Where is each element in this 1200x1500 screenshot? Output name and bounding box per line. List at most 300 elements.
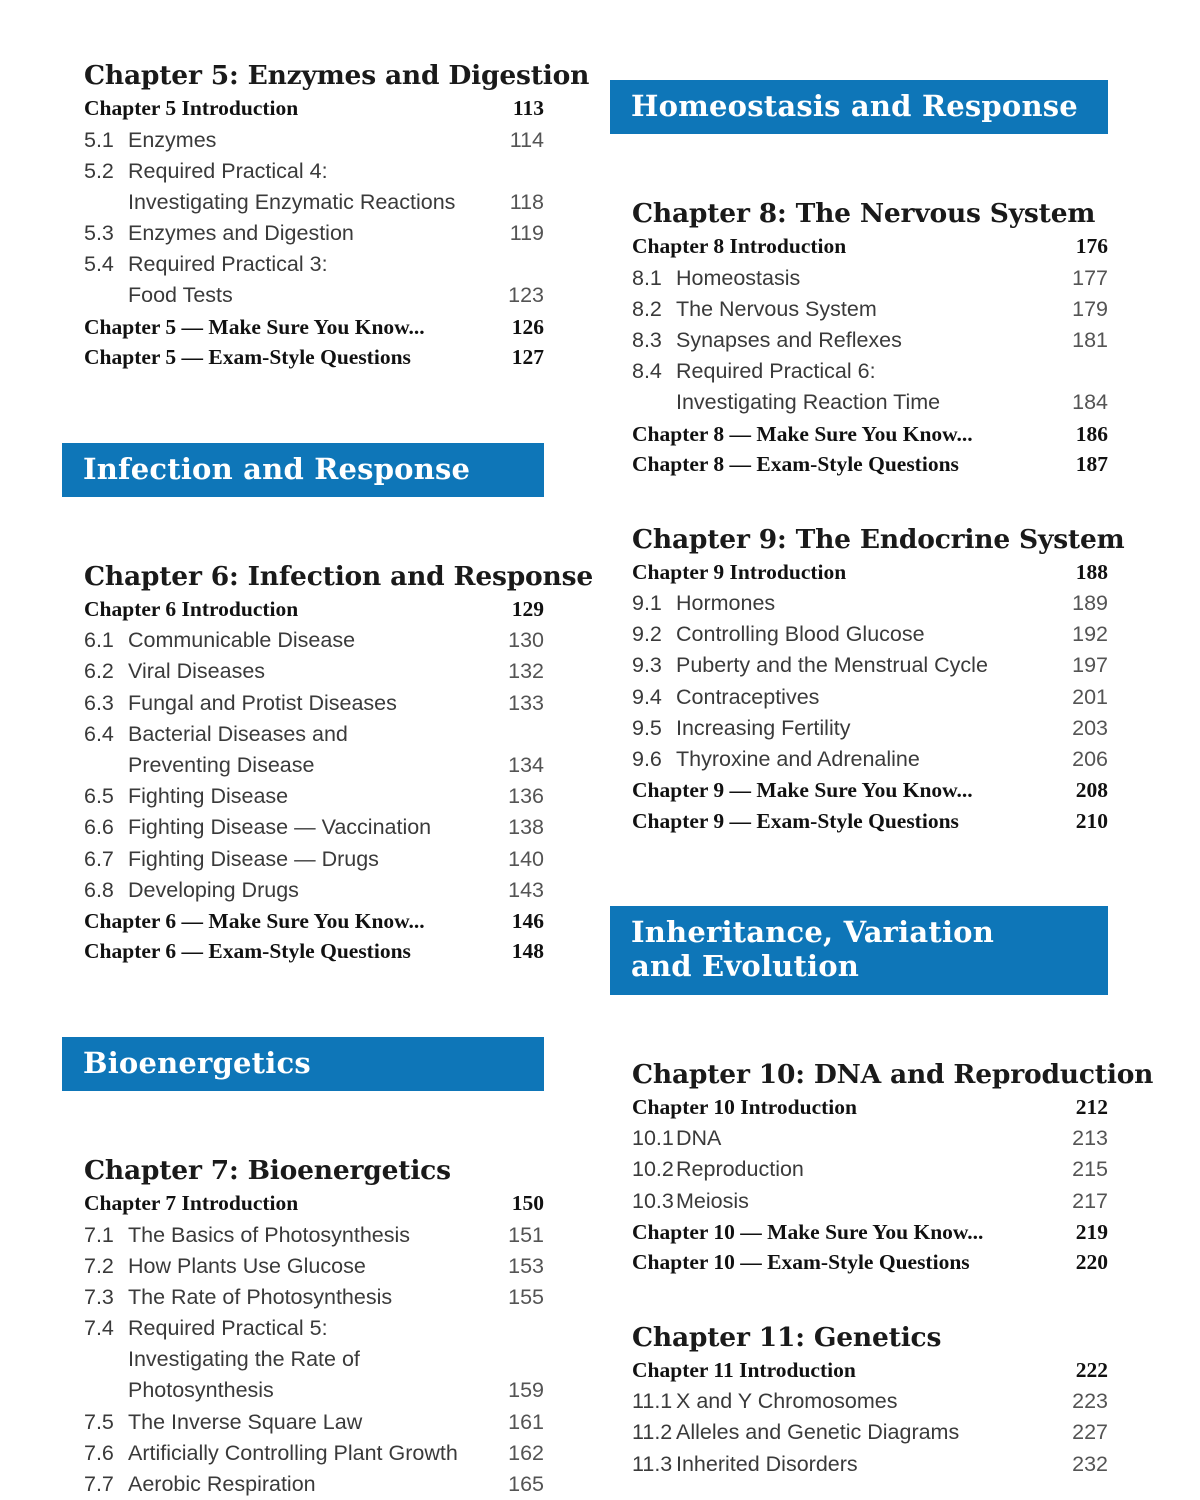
toc-entry-number: 11.1 (632, 1389, 673, 1414)
toc-entry-text-line1: Hormones (676, 591, 776, 616)
toc-entry-text-line1: Chapter 9 — Make Sure You Know... (632, 778, 973, 803)
toc-entry-page-number: 222 (1075, 1357, 1108, 1382)
toc-entry-text (128, 1251, 490, 1282)
toc-entry[interactable] (610, 1154, 1108, 1185)
toc-entry[interactable] (62, 125, 544, 156)
block-spacer (62, 967, 544, 1037)
toc-entry[interactable] (62, 625, 544, 656)
toc-entry[interactable] (610, 744, 1108, 775)
toc-entry-text-line1: Thyroxine and Adrenaline (676, 747, 920, 771)
toc-entry-text (632, 1092, 1054, 1123)
toc-entry[interactable] (62, 342, 544, 373)
toc-entry-text-line1: Chapter 7 Introduction (84, 1191, 299, 1216)
toc-entry-text-line1: Homeostasis (676, 265, 801, 290)
toc-entry-number: 5.1 (84, 127, 114, 152)
toc-entry-page-number: 227 (1072, 1420, 1108, 1445)
toc-entry-page-number: 129 (511, 596, 544, 621)
toc-entry-text (128, 688, 490, 719)
toc-entry-page-number: 201 (1072, 684, 1108, 709)
toc-entry-text-line2: Investigating Reaction Time (676, 390, 941, 415)
toc-entry-text-line1: Chapter 8 — Make Sure You Know... (632, 421, 973, 446)
toc-entry-page-number: 134 (508, 753, 544, 777)
toc-entry-page-number: 197 (1072, 653, 1108, 678)
toc-entry-text-line1: Developing Drugs (128, 877, 299, 902)
toc-entry-page-number: 203 (1072, 715, 1108, 740)
toc-entry-label (84, 812, 490, 843)
toc-entry-text (84, 93, 490, 124)
section-banner (62, 443, 544, 497)
toc-entry-number: 11.3 (632, 1451, 673, 1476)
toc-entry-page-number: 162 (508, 1440, 544, 1465)
toc-entry-text-line1: How Plants Use Glucose (128, 1253, 366, 1278)
toc-entry[interactable] (62, 875, 544, 906)
toc-entry-page-number: 217 (1072, 1188, 1108, 1213)
toc-entry-label (632, 806, 1054, 837)
toc-entry-number: 8.4 (632, 359, 662, 384)
toc-entry-text-line1: Chapter 6 — Make Sure You Know... (84, 908, 425, 933)
toc-entry[interactable] (610, 557, 1108, 589)
toc-entry[interactable] (62, 1407, 544, 1438)
toc-entry-label (632, 619, 1054, 650)
section-banner-line: Bioenergetics (83, 1045, 311, 1080)
toc-entry-text (632, 775, 1054, 806)
toc-entry-page-number: 132 (508, 659, 544, 684)
toc-entry-text (128, 249, 490, 311)
toc-entry-label (632, 1154, 1054, 1185)
chapter-title: Chapter 5: Enzymes and Digestion (84, 60, 590, 91)
toc-entry-label (632, 650, 1054, 681)
toc-entry-text (676, 1449, 1054, 1480)
toc-entry-number: 7.7 (84, 1472, 114, 1496)
toc-entry[interactable] (62, 93, 544, 125)
toc-entry-text-line1: Controlling Blood Glucose (676, 622, 925, 647)
section-banner-line: Inheritance, Variation (631, 915, 995, 950)
toc-entry-text-line1: Aerobic Respiration (128, 1472, 316, 1496)
toc-entry-page-number: 223 (1072, 1389, 1108, 1414)
toc-entry-text-line1: Increasing Fertility (676, 715, 851, 740)
toc-entry-page-number: 148 (511, 939, 544, 964)
toc-entry-text-line1: Enzymes and Digestion (128, 221, 354, 246)
toc-entry-page-number: 219 (1075, 1219, 1108, 1244)
toc-entry-text-line1: Contraceptives (676, 684, 820, 709)
toc-entry-label (84, 1188, 490, 1219)
toc-entry-number: 9.4 (632, 684, 662, 709)
toc-entry[interactable] (62, 936, 544, 967)
toc-entry-label (632, 1386, 1054, 1417)
toc-entry-text-line2: Preventing Disease (128, 753, 315, 777)
toc-entry-page-number: 153 (508, 1253, 544, 1278)
toc-entry-label (84, 1282, 490, 1313)
toc-entry[interactable] (610, 1355, 1108, 1387)
toc-entry-text (676, 1123, 1054, 1154)
section-banner-line: Homeostasis and Response (631, 89, 1078, 123)
toc-entry-page-number: 146 (511, 908, 544, 933)
toc-entry-text-line1: Inherited Disorders (676, 1451, 858, 1476)
toc-entry-label (84, 1313, 490, 1407)
toc-entry-number: 7.2 (84, 1253, 114, 1278)
toc-entry[interactable] (610, 650, 1108, 681)
toc-entry-label (84, 312, 490, 343)
toc-entry-text (128, 1469, 490, 1500)
toc-entry-text-line2: Investigating the Rate of Photosynthesis (128, 1347, 360, 1403)
toc-entry-page-number: 212 (1075, 1094, 1108, 1119)
toc-entry-page-number: 161 (508, 1409, 544, 1434)
toc-entry-text (128, 781, 490, 812)
toc-entry[interactable] (62, 1251, 544, 1282)
toc-entry-text (676, 1186, 1054, 1217)
toc-entry-label (84, 906, 490, 937)
toc-entry-text-line1: Communicable Disease (128, 628, 356, 653)
toc-entry-label (84, 656, 490, 687)
toc-entry-text (676, 619, 1054, 650)
toc-entry-label (632, 1355, 1054, 1386)
chapter-entry-list (62, 594, 544, 967)
toc-entry-text (632, 1217, 1054, 1248)
toc-entry-text-line1: Artificially Controlling Plant Growth (128, 1440, 458, 1465)
toc-entry-page-number: 187 (1075, 452, 1108, 477)
toc-entry[interactable] (610, 1247, 1108, 1278)
toc-entry-text-line1: Chapter 9 — Exam-Style Questions (632, 808, 959, 833)
toc-entry[interactable] (610, 806, 1108, 837)
chapter-entry-list (610, 1355, 1108, 1480)
toc-entry-label (632, 419, 1054, 450)
toc-entry-label (632, 682, 1054, 713)
chapter-title: Chapter 7: Bioenergetics (84, 1155, 451, 1187)
toc-entry[interactable] (610, 325, 1108, 356)
toc-entry-label (632, 1449, 1054, 1480)
toc-entry-page-number: 206 (1072, 747, 1108, 771)
toc-entry-label (84, 875, 490, 906)
toc-entry-text-line1: Meiosis (676, 1188, 749, 1213)
toc-entry-label (84, 218, 490, 249)
toc-entry-page-number: 184 (1072, 390, 1108, 415)
toc-entry-text-line1: Required Practical 3: (128, 252, 328, 277)
toc-entry-number: 9.3 (632, 653, 662, 678)
contents-left-column (62, 0, 593, 1500)
toc-entry-page-number: 208 (1075, 778, 1108, 803)
toc-entry[interactable] (610, 263, 1108, 294)
toc-entry[interactable] (610, 231, 1108, 263)
toc-entry[interactable] (610, 1386, 1108, 1417)
banner-gap (610, 134, 1108, 154)
toc-entry-text (84, 342, 490, 373)
toc-entry-text (632, 231, 1054, 262)
toc-entry-text (676, 650, 1054, 681)
toc-entry-number: 10.1 (632, 1126, 674, 1151)
toc-entry-number: 5.3 (84, 221, 114, 246)
toc-entry-label (632, 449, 1054, 480)
toc-entry-page-number: 123 (508, 283, 544, 308)
toc-entry[interactable] (62, 656, 544, 687)
section-banner-line: and Evolution (631, 949, 860, 984)
toc-entry-text-line1: Chapter 10 — Exam-Style Questions (632, 1250, 970, 1275)
block-spacer (610, 480, 1108, 524)
toc-entry[interactable] (610, 1417, 1108, 1448)
toc-entry-text-line1: X and Y Chromosomes (676, 1389, 898, 1414)
toc-entry-text-line1: Chapter 10 Introduction (632, 1094, 857, 1119)
toc-entry[interactable] (610, 356, 1108, 418)
toc-entry-text-line1: The Rate of Photosynthesis (128, 1284, 393, 1309)
toc-entry-number: 9.5 (632, 715, 662, 740)
block-spacer (62, 1111, 544, 1155)
chapter-title: Chapter 8: The Nervous System (632, 198, 1096, 230)
toc-entry-label (632, 294, 1054, 325)
toc-entry-text-line1: Fighting Disease — Vaccination (128, 815, 432, 840)
toc-entry-text-line1: Chapter 5 — Exam-Style Questions (84, 345, 411, 370)
toc-entry[interactable] (62, 1313, 544, 1407)
toc-entry-label (84, 93, 490, 124)
toc-entry-text-line1: Fighting Disease — Drugs (128, 846, 379, 871)
toc-entry-number: 7.4 (84, 1316, 114, 1341)
section-banner (610, 906, 1108, 994)
toc-entry-text-line1: Reproduction (676, 1157, 804, 1182)
toc-entry-text (676, 1417, 1054, 1448)
block-spacer (62, 517, 544, 561)
block-spacer (610, 1278, 1108, 1322)
toc-entry-label (84, 594, 490, 625)
toc-entry[interactable] (62, 218, 544, 249)
toc-entry-number: 6.2 (84, 659, 114, 684)
toc-entry-text (632, 557, 1054, 588)
toc-entry-text (632, 1355, 1054, 1386)
toc-entry-text (676, 744, 1054, 775)
toc-entry[interactable] (62, 1220, 544, 1251)
toc-entry-number: 5.2 (84, 158, 114, 183)
toc-entry-page-number: 126 (511, 314, 544, 339)
toc-entry-page-number: 210 (1075, 808, 1108, 833)
block-spacer (610, 154, 1108, 198)
toc-entry-number: 6.8 (84, 877, 114, 902)
toc-entry-label (84, 156, 490, 218)
toc-entry-label (84, 936, 490, 967)
toc-entry[interactable] (62, 719, 544, 781)
toc-entry-page-number: 189 (1072, 591, 1108, 616)
toc-entry-label (84, 1469, 490, 1500)
toc-entry-label (84, 1438, 490, 1469)
toc-entry-number: 8.1 (632, 265, 662, 290)
toc-entry-number: 11.2 (632, 1420, 673, 1445)
toc-entry-text-line1: Viral Diseases (128, 659, 266, 684)
toc-entry-text (632, 419, 1054, 450)
toc-entry-page-number: 181 (1072, 328, 1108, 353)
toc-entry[interactable] (610, 588, 1108, 619)
toc-entry[interactable] (62, 1438, 544, 1469)
toc-entry-text-line1: Bacterial Diseases and (128, 721, 348, 746)
toc-entry[interactable] (610, 419, 1108, 450)
toc-entry-text-line2: Investigating Enzymatic Reactions (128, 189, 456, 214)
toc-entry-text-line1: Alleles and Genetic Diagrams (676, 1420, 960, 1445)
toc-entry-page-number: 179 (1072, 296, 1108, 321)
toc-entry-number: 9.6 (632, 747, 662, 771)
toc-entry-label (632, 1186, 1054, 1217)
toc-entry-label (632, 263, 1054, 294)
section-banner (610, 80, 1108, 134)
toc-entry-text (84, 936, 490, 967)
toc-entry[interactable] (610, 1449, 1108, 1480)
toc-entry-text (128, 1220, 490, 1251)
toc-entry-page-number: 127 (511, 345, 544, 370)
toc-entry-number: 9.1 (632, 591, 662, 616)
toc-entry-text (632, 449, 1054, 480)
toc-entry-text (676, 325, 1054, 356)
toc-entry-label (632, 325, 1054, 356)
toc-entry-page-number: 118 (509, 189, 544, 214)
toc-entry-text-line1: Chapter 9 Introduction (632, 559, 847, 584)
section-banner-line: Infection and Response (83, 451, 471, 486)
toc-entry[interactable] (62, 1469, 544, 1500)
block-spacer (610, 1015, 1108, 1059)
toc-entry-text (128, 1282, 490, 1313)
toc-entry-page-number: 220 (1075, 1250, 1108, 1275)
toc-entry[interactable] (62, 844, 544, 875)
toc-entry[interactable] (62, 594, 544, 626)
toc-entry-text-line1: Puberty and the Menstrual Cycle (676, 653, 988, 678)
toc-entry-text (676, 588, 1054, 619)
toc-entry-text-line1: Chapter 5 Introduction (84, 96, 299, 120)
toc-entry[interactable] (610, 682, 1108, 713)
toc-entry-text-line1: Chapter 8 Introduction (632, 234, 847, 259)
toc-entry-page-number: 114 (509, 127, 544, 152)
toc-entry-page-number: 165 (508, 1472, 544, 1496)
toc-entry-number: 9.2 (632, 622, 662, 647)
toc-entry-label (632, 1092, 1054, 1123)
toc-entry[interactable] (62, 906, 544, 937)
block-spacer (610, 836, 1108, 906)
toc-entry[interactable] (62, 781, 544, 812)
toc-entry-text (632, 806, 1054, 837)
toc-entry-page-number: 133 (508, 690, 544, 715)
toc-entry[interactable] (610, 1123, 1108, 1154)
chapter-title: Chapter 9: The Endocrine System (632, 523, 1125, 555)
toc-entry-number: 6.3 (84, 690, 114, 715)
toc-entry-page-number: 138 (508, 815, 544, 840)
toc-entry-text-line1: The Basics of Photosynthesis (128, 1222, 411, 1247)
toc-entry[interactable] (62, 312, 544, 343)
contents-right-column (610, 0, 1154, 1480)
toc-entry-page-number: 119 (509, 221, 544, 246)
toc-entry[interactable] (62, 1282, 544, 1313)
toc-entry-text-line1: Chapter 6 Introduction (84, 596, 299, 621)
toc-entry[interactable] (610, 775, 1108, 806)
toc-entry-label (84, 625, 490, 656)
toc-entry-label (632, 557, 1054, 588)
toc-entry-page-number: 186 (1075, 421, 1108, 446)
toc-entry-text-line1: Chapter 8 — Exam-Style Questions (632, 452, 959, 477)
toc-entry[interactable] (610, 1186, 1108, 1217)
toc-entry-text (676, 356, 1054, 418)
toc-entry[interactable] (610, 1092, 1108, 1124)
toc-entry-text (84, 594, 490, 625)
toc-entry-page-number: 188 (1075, 559, 1108, 584)
toc-entry-page-number: 155 (508, 1284, 544, 1309)
chapter-title: Chapter 10: DNA and Reproduction (632, 1058, 1154, 1090)
toc-entry-number: 6.4 (84, 721, 114, 746)
toc-entry-text-line1: Chapter 5 — Make Sure You Know... (84, 314, 425, 339)
toc-entry-label (632, 775, 1054, 806)
banner-gap (62, 1091, 544, 1111)
toc-entry-page-number: 177 (1072, 265, 1108, 290)
toc-entry-label (84, 719, 490, 781)
toc-entry-page-number: 232 (1072, 1451, 1108, 1476)
toc-entry-text (128, 719, 490, 781)
toc-entry-text (84, 1188, 490, 1219)
toc-entry-label (84, 844, 490, 875)
toc-entry-text-line1: Fungal and Protist Diseases (128, 690, 397, 715)
toc-entry-number: 7.3 (84, 1284, 114, 1309)
toc-entry-page-number: 130 (508, 628, 544, 653)
toc-entry-page-number: 176 (1075, 234, 1108, 259)
toc-entry-label (84, 1220, 490, 1251)
toc-entry-text (128, 125, 490, 156)
toc-entry-text (676, 1386, 1054, 1417)
toc-entry[interactable] (62, 249, 544, 311)
toc-entry[interactable] (610, 1217, 1108, 1248)
toc-entry-page-number: 136 (508, 784, 544, 809)
toc-entry-number: 7.1 (84, 1222, 114, 1247)
toc-entry-label (632, 1417, 1054, 1448)
toc-entry-text (128, 1438, 490, 1469)
toc-entry-number: 6.1 (84, 628, 114, 653)
toc-entry-page-number: 159 (508, 1378, 544, 1403)
banner-gap (610, 995, 1108, 1015)
toc-entry-page-number: 113 (512, 96, 544, 120)
toc-entry-text (128, 218, 490, 249)
toc-entry-label (632, 713, 1054, 744)
toc-entry-text (128, 1313, 490, 1407)
toc-entry[interactable] (610, 713, 1108, 744)
section-banner (62, 1037, 544, 1091)
toc-entry-number: 8.3 (632, 328, 662, 353)
toc-entry-text (676, 294, 1054, 325)
toc-entry[interactable] (610, 449, 1108, 480)
toc-entry-label (84, 1407, 490, 1438)
toc-entry-number: 7.6 (84, 1440, 114, 1465)
toc-entry-text-line1: Required Practical 4: (128, 158, 328, 183)
toc-entry-label (632, 1217, 1054, 1248)
toc-entry-page-number: 151 (508, 1222, 544, 1247)
chapter-entry-list (62, 93, 544, 373)
toc-entry-text-line1: Required Practical 5: (128, 1316, 328, 1341)
toc-entry-text (676, 1154, 1054, 1185)
toc-entry-text-line1: Chapter 11 Introduction (632, 1357, 856, 1382)
toc-entry-label (84, 781, 490, 812)
toc-entry[interactable] (62, 1188, 544, 1220)
toc-entry-text-line1: Required Practical 6: (676, 359, 876, 384)
toc-entry-label (632, 1123, 1054, 1154)
toc-entry-label (84, 688, 490, 719)
toc-entry-text-line1: The Inverse Square Law (128, 1409, 363, 1434)
banner-gap (62, 497, 544, 517)
toc-entry-number: 10.2 (632, 1157, 674, 1182)
toc-entry-text (84, 312, 490, 343)
toc-entry[interactable] (62, 156, 544, 218)
toc-entry-number: 8.2 (632, 296, 662, 321)
toc-entry-page-number: 143 (508, 877, 544, 902)
toc-entry[interactable] (610, 294, 1108, 325)
toc-entry-label (632, 1247, 1054, 1278)
toc-entry-label (632, 744, 1054, 775)
toc-entry[interactable] (62, 812, 544, 843)
chapter-entry-list (62, 1188, 544, 1500)
toc-entry[interactable] (610, 619, 1108, 650)
toc-entry-number: 6.6 (84, 815, 114, 840)
toc-entry[interactable] (62, 688, 544, 719)
toc-entry-number: 6.7 (84, 846, 114, 871)
toc-entry-text-line1: Synapses and Reflexes (676, 328, 902, 353)
toc-entry-label (632, 356, 1054, 418)
toc-entry-label (84, 342, 490, 373)
chapter-title: Chapter 11: Genetics (632, 1321, 942, 1353)
